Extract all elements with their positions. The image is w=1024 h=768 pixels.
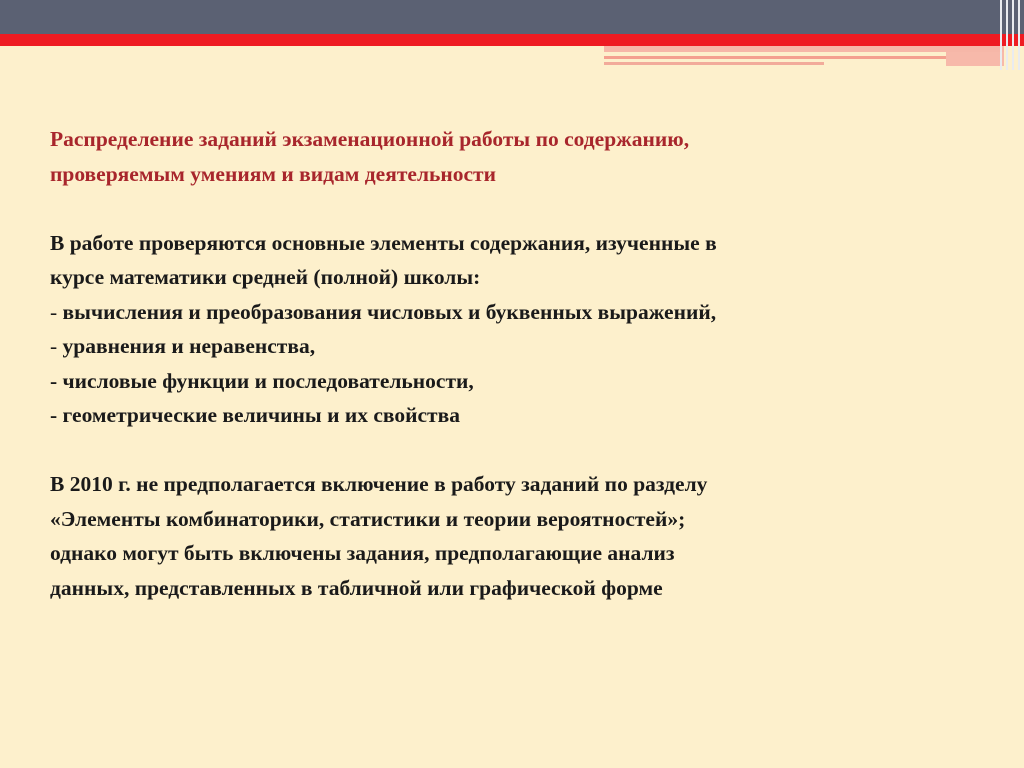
list-dash: - [50,299,58,324]
list-item [50,398,970,433]
spacer [50,433,970,468]
list-item-text: геометрические величины и их свойства [57,403,460,427]
note-line: «Элементы комбинаторики, статистики и теории вероятностей»; [50,506,686,531]
heading-line: проверяемым умениям и видам деятельности [50,161,496,186]
accent-bar [946,52,1004,66]
vertical-line [1000,0,1002,70]
accent-bar [604,56,948,59]
list-item-text: уравнения и неравенства, [57,334,316,358]
list-item-text: числовые функции и последовательности, [57,368,474,393]
slide-content [50,122,970,605]
vertical-line [1012,0,1014,70]
spacer [50,191,970,226]
red-decorative-stripe [0,34,1024,46]
note-line: данных, представленных в табличной или графической форме [50,575,663,600]
list-item [50,295,970,330]
content-list [50,295,970,433]
list-item [50,364,970,399]
decorative-vertical-lines [998,0,1024,70]
slide-heading [50,122,970,191]
accent-bar [604,62,824,65]
list-dash: - [50,368,58,393]
list-dash: - [50,403,58,427]
list-item [50,329,970,364]
top-header-band [0,0,1024,34]
note-line: однако могут быть включены задания, предполагающие анализ [50,541,675,565]
note-paragraph [50,467,970,605]
intro-paragraph [50,226,970,295]
intro-line: курсе математики средней (полной) школы: [50,265,481,289]
vertical-line [1018,0,1020,70]
intro-line: В работе проверяются основные элементы содержания, изученные в [50,230,717,255]
list-dash: - [50,334,58,358]
list-item-text: вычисления и преобразования числовых и буквенных выражений, [57,299,717,324]
vertical-line [1006,0,1008,70]
note-line: В 2010 г. не предполагается включение в работу заданий по разделу [50,472,708,496]
heading-line: Распределение заданий экзаменационной работы по содержанию, [50,127,690,151]
accent-bar [604,46,1004,52]
